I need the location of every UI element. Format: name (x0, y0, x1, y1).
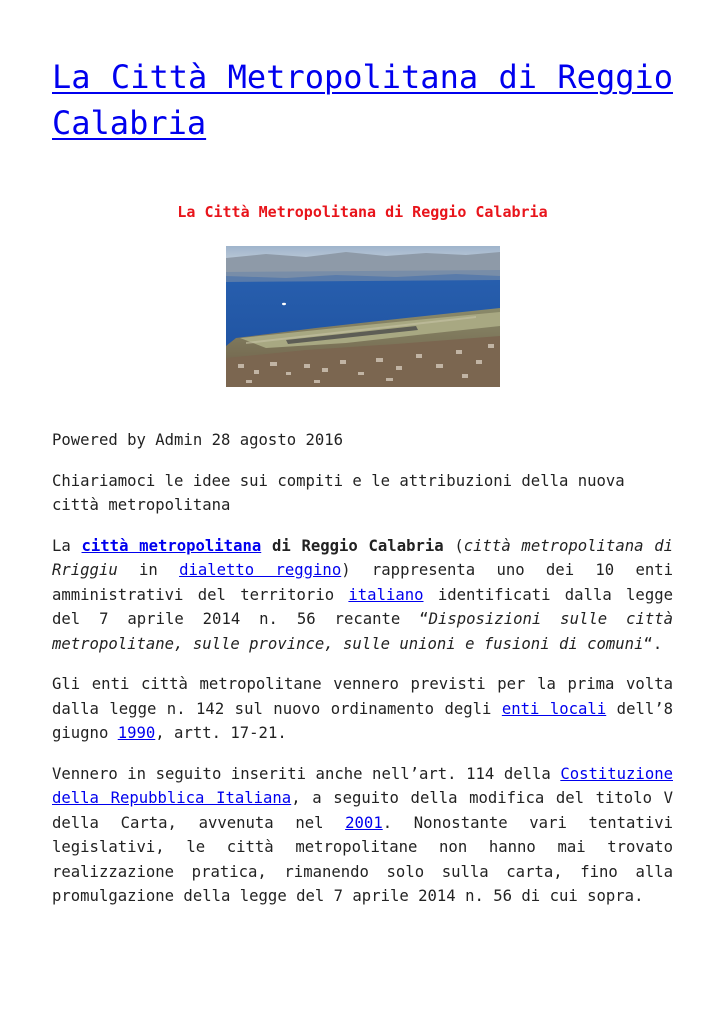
paragraph-3 (52, 762, 673, 909)
aerial-photo (226, 246, 500, 387)
link-italiano[interactable]: italiano (348, 585, 424, 604)
italic-text: Disposizioni sulle città metropolitane, sulle province, sulle unioni e fusioni di comuni (52, 610, 673, 653)
page-title (52, 54, 673, 146)
byline: Powered by Admin 28 agosto 2016 (52, 431, 344, 449)
text: La (52, 536, 82, 555)
text: dell’8 giugno (52, 699, 674, 742)
text: in (117, 561, 180, 579)
text: . Nonostante vari tentativi legislativi, le città metropolitane non hanno mai trovato realizzazione pratica, rimanendo solo sulla carta, fino alla promulgazione della legge del 7 aprile 2014 n. 56 di cui sopra. (52, 813, 673, 905)
link-2001[interactable]: 2001 (345, 813, 383, 832)
paragraph-1 (52, 534, 673, 657)
aerial-photo-image (226, 246, 500, 387)
text: Vennero in seguito inseriti anche nell’art. 114 della (52, 764, 561, 783)
bold-text: di Reggio Calabria (261, 536, 444, 555)
link-1990[interactable]: 1990 (117, 724, 156, 742)
link-dialetto-reggino[interactable]: dialetto reggino (179, 561, 342, 579)
article-subtitle: La Città Metropolitana di Reggio Calabria (177, 203, 548, 221)
title-link[interactable]: La Città Metropolitana di Reggio Calabria (52, 58, 673, 142)
intro-paragraph: Chiariamoci le idee sui compiti e le attribuzioni della nuova città metropolitana (52, 471, 625, 514)
text: identificati dalla legge del 7 aprile 2014 n. 56 recante “ (52, 585, 673, 628)
text: ) rappresenta uno dei 10 enti amministrativi del territorio (52, 561, 673, 604)
link-costituzione[interactable]: Costituzione della Repubblica Italiana (52, 764, 673, 807)
link-enti-locali[interactable]: enti locali (501, 699, 607, 718)
italic-text: città metropolitana di Rriggiu (52, 536, 673, 579)
text: , artt. 17-21. (155, 724, 287, 742)
link-citta-metropolitana[interactable]: città metropolitana (81, 536, 262, 555)
text: ( (443, 536, 464, 555)
text: Gli enti città metropolitane vennero previsti per la prima volta dalla legge n. 142 sul nuovo ordinamento degli (52, 675, 673, 718)
text: , a seguito della modifica del titolo V della Carta, avvenuta nel (52, 789, 673, 832)
paragraph-2 (52, 672, 673, 746)
text: “. (643, 634, 663, 653)
article (52, 54, 673, 909)
